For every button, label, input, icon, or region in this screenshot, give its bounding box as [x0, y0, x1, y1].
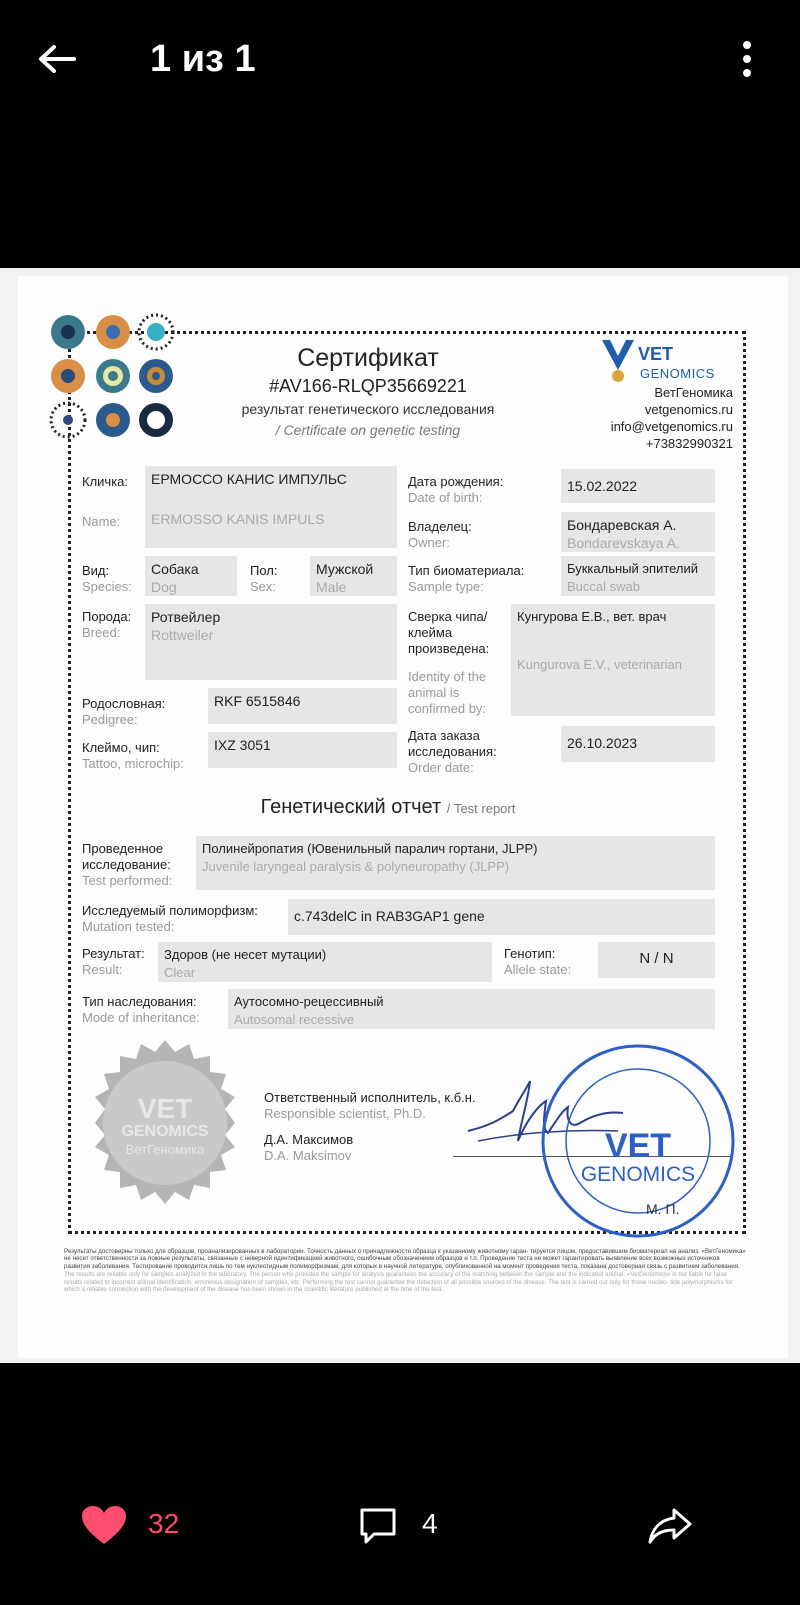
heart-icon: [80, 1504, 128, 1546]
dob-label: Дата рождения: Date of birth:: [408, 474, 504, 505]
name-field: ЕРМОССО КАНИС ИМПУЛЬС ERMOSSO KANIS IMPULS: [145, 466, 397, 548]
sex-field: Мужской Male: [310, 556, 397, 596]
breed-field: Ротвейлер Rottweiler: [145, 604, 397, 680]
result-label: Результат: Result:: [82, 946, 145, 977]
result-field: Здоров (не несет мутации) Clear: [158, 942, 492, 982]
certificate-subtitle-en: / Certificate on genetic testing: [275, 422, 461, 438]
sample-type-label: Тип биоматериала: Sample type:: [408, 563, 525, 594]
comment-button[interactable]: [358, 1506, 398, 1546]
comment-icon: [358, 1506, 398, 1546]
dob-field: 15.02.2022: [561, 469, 715, 503]
certificate-subtitle-ru: результат генетического исследования: [241, 401, 495, 417]
certificate-number: #AV166-RLQP35669221: [269, 376, 467, 396]
order-date-label: Дата заказа исследования: Order date:: [408, 728, 497, 775]
logo-genomics-text: GENOMICS: [640, 366, 715, 381]
test-performed-field: Полинейропатия (Ювенильный паралич гортани, JLPP) Juvenile laryngeal paralysis & polyneuropathy (JLPP): [196, 836, 715, 890]
scientist-name: Д.А. Максимов D.A. Maksimov: [264, 1132, 354, 1163]
contact-company: ВетГеномика: [654, 385, 733, 400]
responsible-scientist: Ответственный исполнитель, к.б.н. Responsible scientist, Ph.D.: [264, 1090, 476, 1121]
comment-count: 4: [422, 1508, 438, 1539]
name-label: Кличка: Name:: [82, 474, 129, 529]
bottom-bar: [0, 1490, 800, 1570]
embossed-seal: [80, 1038, 250, 1208]
breed-label: Порода: Breed:: [82, 609, 132, 640]
inheritance-label: Тип наследования: Mode of inheritance:: [82, 994, 200, 1025]
page-counter: 1 из 1: [150, 38, 256, 80]
like-count: 32: [148, 1508, 180, 1539]
sample-type-field: Буккальный эпителий Buccal swab: [561, 556, 715, 596]
contact-email: info@vetgenomics.ru: [610, 419, 733, 434]
share-button[interactable]: [648, 1506, 692, 1546]
species-field: Собака Dog: [145, 556, 237, 596]
more-vertical-icon: [735, 41, 759, 77]
company-stamp: [538, 1041, 738, 1241]
identity-label: Сверка чипа/клейма произведена: Identity of the animal is confirmed by:: [408, 609, 490, 716]
share-icon: [648, 1506, 692, 1546]
more-options-button[interactable]: [735, 36, 759, 86]
top-bar: [0, 0, 800, 120]
stamp-mp: М. П.: [646, 1201, 680, 1217]
disclaimer-ru: Результаты достоверны только для образцов, проанализированных в лаборатории. Точность данных о принадлежности образца к указанному животному гаран- тируется лицом, предоставившим биоматериал на анализ. «ВетГеномика» не несет ответственности за ложные результаты, связанные с неверной идентификацией животного, ошибочным обозначением образцов и т.п. Проведение теста не может гарантировать выявление всех возможных источников развития заболевания. Тестирование проводится лишь по тем нуклеотидным полиморфизмам, для которых в научной литературе, опубликованной на момент проведения теста, показана достоверная связь с развитием заболевания.: [64, 1248, 746, 1270]
pedigree-field: RKF 6515846: [208, 688, 397, 724]
test-performed-label: Проведенное исследование: Test performed:: [82, 841, 173, 888]
genotype-label: Генотип: Allele state:: [504, 946, 572, 977]
svg-text:VET: VET: [137, 1093, 193, 1124]
sex-label: Пол: Sex:: [250, 563, 278, 594]
tattoo-label: Клеймо, чип: Tattoo, microchip:: [82, 740, 184, 771]
back-button[interactable]: [32, 36, 82, 86]
certificate-photo[interactable]: [0, 268, 800, 1363]
owner-label: Владелец: Owner:: [408, 519, 472, 550]
svg-text:ВетГеномика: ВетГеномика: [125, 1142, 205, 1157]
contact-website: vetgenomics.ru: [644, 402, 733, 417]
back-arrow-icon: [32, 36, 82, 86]
certificate-title: Сертификат: [297, 344, 439, 372]
genotype-field: N / N: [598, 942, 715, 978]
species-label: Вид: Species:: [82, 563, 132, 594]
disclaimer: [64, 1248, 746, 1293]
svg-text:GENOMICS: GENOMICS: [580, 1163, 696, 1186]
pedigree-label: Родословная: Pedigree:: [82, 696, 166, 727]
vet-logo-mark-icon: [598, 336, 638, 384]
logo-vet-text: VET: [638, 344, 674, 364]
stamp-graphic: [538, 1041, 738, 1241]
mutation-field: c.743delC in RAB3GAP1 gene: [288, 899, 715, 935]
mutation-label: Исследуемый полиморфизм: Mutation tested:: [82, 903, 258, 934]
owner-field: Бондаревская А. Bondarevskaya A.: [561, 512, 715, 552]
tattoo-field: IXZ 3051: [208, 732, 397, 768]
inheritance-field: Аутосомно-рецессивный Autosomal recessive: [228, 989, 715, 1029]
decorative-dots-logo: [48, 312, 178, 442]
identity-field: Кунгурова Е.В., вет. врач Kungurova E.V., veterinarian: [511, 604, 715, 716]
svg-text:GENOMICS: GENOMICS: [121, 1123, 209, 1140]
like-button[interactable]: [80, 1504, 128, 1546]
certificate-paper: [18, 276, 788, 1358]
report-title: Генетический отчет / Test report: [260, 796, 516, 818]
svg-text:VET: VET: [604, 1127, 672, 1165]
contact-phone: +73832990321: [645, 436, 733, 451]
order-date-field: 26.10.2023: [561, 726, 715, 762]
contact-info: [558, 384, 733, 452]
disclaimer-en: The results are reliable only for samples analyzed in the laboratory. The person who provided the sample for analysis guarantees the accuracy of the matching between the sample and the indicated animal. «VetGenomics» is not liable for false results related to incorrect animal identification, erroneous designation of samples, etc. Performing the test cannot guarantee the detection of all possible sources of the disease. The test is carried out only for those nucleo- tide polymorphisms for which a reliable connection with the development of the disease has been shown in the scientific literature published at the time of the test.: [64, 1271, 733, 1294]
